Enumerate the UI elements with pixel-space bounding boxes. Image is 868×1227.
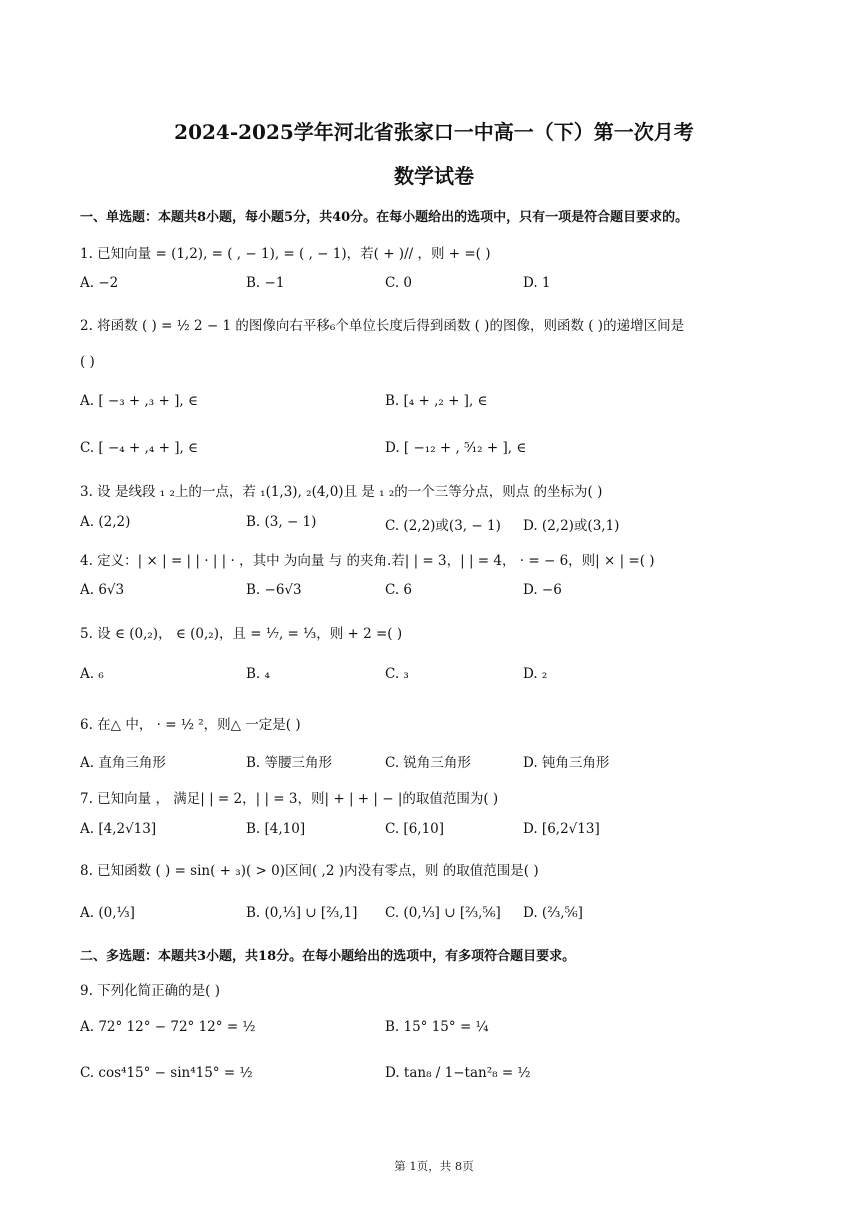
question-6-option-a: A. 直角三角形 xyxy=(80,755,166,771)
question-5-option-a: A. ₆ xyxy=(80,666,104,682)
question-2-stem: 2. 将函数 ( ) = ½ 2 − 1 的图像向右平移₆个单位长度后得到函数 ( )的图像，则函数 ( )的递增区间是 xyxy=(80,318,685,334)
exam-title: 2024-2025学年河北省张家口一中高一（下）第一次月考 xyxy=(174,120,694,144)
page-footer: 第 1页，共 8页 xyxy=(394,1159,474,1173)
section-single-choice: 一、单选题：本题共8小题，每小题5分，共40分。在每小题给出的选项中，只有一项是符合题目要求的。 xyxy=(80,210,689,225)
question-4-option-c: C. 6 xyxy=(385,582,413,598)
question-1-stem: 1. 已知向量 = (1,2), = ( , − 1), = ( , − 1)，若( + )// ，则 + =( ) xyxy=(80,246,491,262)
question-6-option-d: D. 钝角三角形 xyxy=(523,755,610,771)
question-2-option-d: D. [ −₁₂ + , ⁵⁄₁₂ + ], ∈ xyxy=(385,440,527,456)
question-4-stem: 4. 定义：| × | = | | · | | · ，其中 为向量 与 的夹角.若| | = 3，| | = 4， · = − 6，则| × | =( ) xyxy=(80,553,655,569)
question-8-option-a: A. (0,⅓] xyxy=(80,905,135,921)
question-8-option-d: D. (⅔,⅚] xyxy=(523,905,583,921)
question-4-option-b: B. −6√3 xyxy=(246,582,302,598)
question-6-option-b: B. 等腰三角形 xyxy=(246,755,333,771)
question-2-option-a: A. [ −₃ + ,₃ + ], ∈ xyxy=(80,393,198,409)
question-2-option-b: B. [₄ + ,₂ + ], ∈ xyxy=(385,393,488,409)
question-4-option-d: D. −6 xyxy=(523,582,562,598)
question-1-option-b: B. −1 xyxy=(246,275,285,291)
question-3-option-d: D. (2,2)或(3,1) xyxy=(523,518,620,534)
question-9-option-a: A. 72° 12° − 72° 12° = ½ xyxy=(80,1019,256,1035)
question-9-stem: 9. 下列化简正确的是( ) xyxy=(80,983,220,999)
question-7-option-b: B. [4,10] xyxy=(246,821,306,837)
question-6-option-c: C. 锐角三角形 xyxy=(385,755,471,771)
question-8-option-c: C. (0,⅓] ∪ [⅔,⅚] xyxy=(385,905,501,921)
question-3-stem: 3. 设 是线段 ₁ ₂上的一点，若 ₁(1,3), ₂(4,0)且 是 ₁ ₂的一个三等分点，则点 的坐标为( ) xyxy=(80,484,603,500)
question-9-option-c: C. cos⁴15° − sin⁴15° = ½ xyxy=(80,1065,253,1081)
question-3-option-c: C. (2,2)或(3, − 1) xyxy=(385,518,501,534)
question-2-stem-cont: ( ) xyxy=(80,354,95,370)
question-5-option-d: D. ₂ xyxy=(523,666,548,682)
question-9-option-d: D. tan₈ / 1−tan²₈ = ½ xyxy=(385,1065,531,1081)
question-8-stem: 8. 已知函数 ( ) = sin( + ₃)( > 0)区间( ,2 )内没有零点，则 的取值范围是( ) xyxy=(80,863,539,879)
question-3-option-a: A. (2,2) xyxy=(80,514,131,530)
question-1-option-a: A. −2 xyxy=(80,275,119,291)
question-2-option-c: C. [ −₄ + ,₄ + ], ∈ xyxy=(80,440,199,456)
question-7-option-a: A. [4,2√13] xyxy=(80,821,157,837)
section-multiple-choice: 二、多选题：本题共3小题，共18分。在每小题给出的选项中，有多项符合题目要求。 xyxy=(80,949,576,964)
question-8-option-b: B. (0,⅓] ∪ [⅔,1] xyxy=(246,905,358,921)
question-7-stem: 7. 已知向量 ， 满足| | = 2，| | = 3，则| + | + | − |的取值范围为( ) xyxy=(80,791,499,807)
question-7-option-d: D. [6,2√13] xyxy=(523,821,600,837)
question-6-stem: 6. 在△ 中， · = ½ ²，则△ 一定是( ) xyxy=(80,717,301,733)
question-5-option-c: C. ₃ xyxy=(385,666,409,682)
question-3-option-b: B. (3, − 1) xyxy=(246,514,317,530)
question-5-option-b: B. ₄ xyxy=(246,666,270,682)
question-9-option-b: B. 15° 15° = ¼ xyxy=(385,1019,489,1035)
question-4-option-a: A. 6√3 xyxy=(80,582,125,598)
question-1-option-d: D. 1 xyxy=(523,275,551,291)
question-7-option-c: C. [6,10] xyxy=(385,821,445,837)
exam-subtitle: 数学试卷 xyxy=(394,164,474,188)
question-5-stem: 5. 设 ∈ (0,₂)， ∈ (0,₂)，且 = ⅐, = ⅓，则 + 2 =( ) xyxy=(80,626,403,642)
question-1-option-c: C. 0 xyxy=(385,275,413,291)
